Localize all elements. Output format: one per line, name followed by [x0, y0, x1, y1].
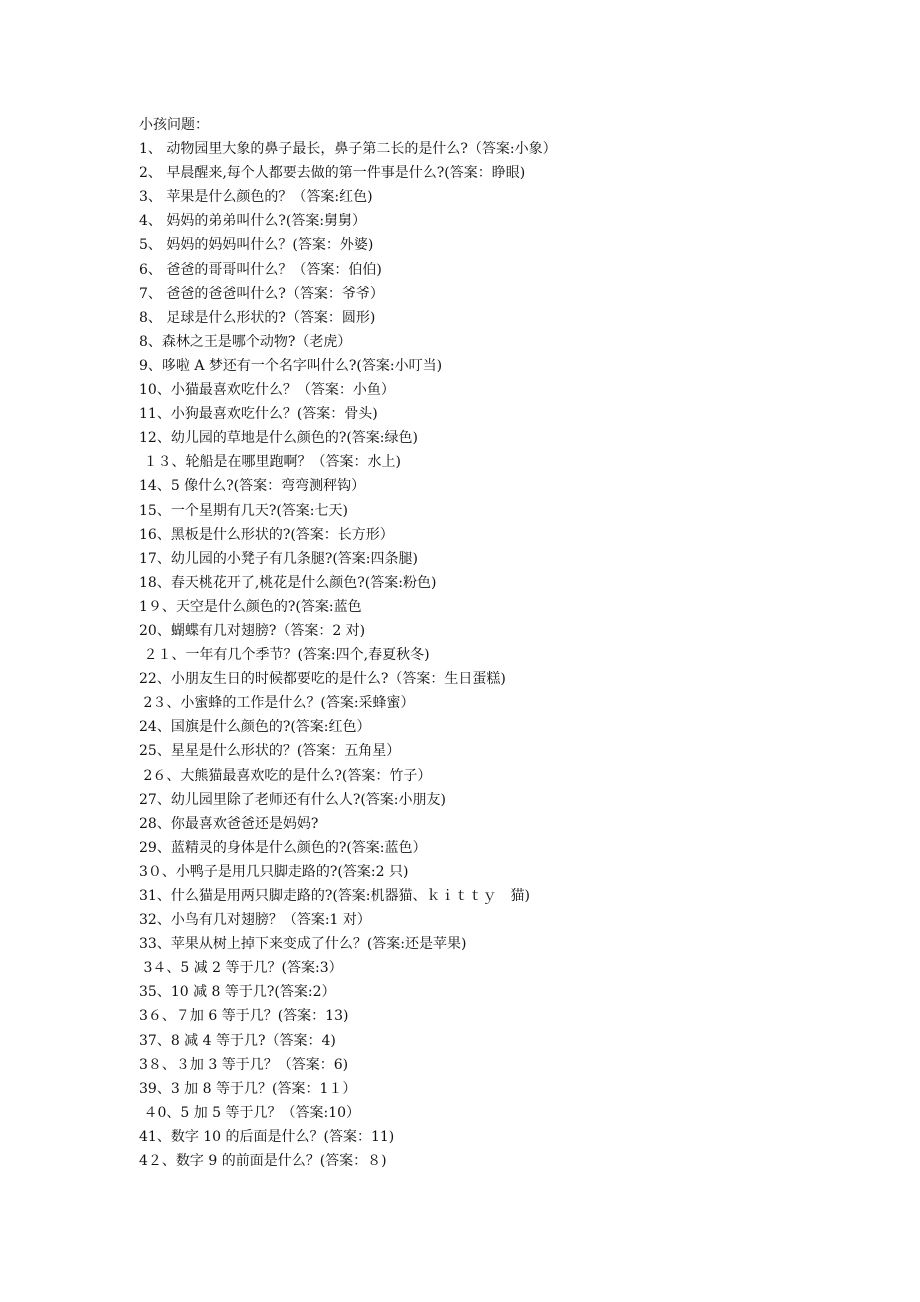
question-line: 41、数字 10 的后面是什么？(答案：11): [139, 1128, 395, 1145]
question-line: 8、森林之王是哪个动物?（老虎）: [139, 333, 352, 350]
question-line: 11、小狗最喜欢吃什么？(答案：骨头): [139, 406, 378, 423]
question-line: 17、幼儿园的小凳子有几条腿?(答案:四条腿): [139, 550, 418, 567]
question-line: ２１、一年有几个季节？(答案:四个,春夏秋冬): [139, 647, 430, 664]
question-line: 2、 早晨醒来,每个人都要去做的第一件事是什么?(答案：睁眼): [139, 165, 526, 182]
question-line: 3４、5 减 2 等于几？(答案:3）: [139, 960, 343, 977]
question-line: 16、黑板是什么形状的?(答案：长方形）: [139, 526, 394, 543]
question-line: 20、蝴蝶有几对翅膀?（答案：2 对): [139, 622, 366, 639]
question-line: 31、什么猫是用两只脚走路的?(答案:机器猫、ｋｉｔｔｙ 猫): [139, 888, 530, 904]
question-line: 22、小朋友生日的时候都要吃的是什么?（答案：生日蛋糕): [139, 671, 506, 688]
question-line: 3、 苹果是什么颜色的？（答案:红色): [139, 189, 373, 206]
question-list: [139, 137, 879, 1173]
question-line: 18、春天桃花开了,桃花是什么颜色?(答案:粉色): [139, 574, 437, 591]
question-line: 3８、３加 3 等于几？（答案：6): [139, 1056, 349, 1073]
document-body: [139, 113, 879, 1173]
question-line: 25、星星是什么形状的？(答案：五角星）: [139, 743, 401, 760]
question-line: 4２、数字 9 的前面是什么？(答案：８): [139, 1153, 387, 1170]
question-line: 4、 妈妈的弟弟叫什么?(答案:舅舅）: [139, 213, 367, 230]
question-line: 27、幼儿园里除了老师还有什么人?(答案:小朋友): [139, 791, 446, 808]
question-line: 2３、小蜜蜂的工作是什么？(答案:采蜂蜜）: [139, 695, 415, 712]
document-title: 小孩问题：: [139, 117, 209, 133]
question-line: 35、10 减 8 等于几?(答案:2）: [139, 984, 336, 1001]
question-line: 2６、大熊猫最喜欢吃的是什么?(答案：竹子）: [139, 767, 432, 784]
question-line: 32、小鸟有几对翅膀？（答案:1 对）: [139, 912, 371, 929]
question-line: 10、小猫最喜欢吃什么？（答案：小鱼）: [139, 382, 395, 399]
question-line: 7、 爸爸的爸爸叫什么?（答案：爷爷）: [139, 285, 384, 302]
question-line: 33、苹果从树上掉下来变成了什么？(答案:还是苹果): [139, 936, 467, 953]
question-line: 8、 足球是什么形状的?（答案：圆形): [139, 309, 376, 326]
question-line: ４0、5 加 5 等于几？（答案:10）: [139, 1104, 361, 1121]
question-line: 39、3 加 8 等于几？(答案：1１）: [139, 1080, 357, 1097]
question-line: 1９、天空是什么颜色的?(答案:蓝色: [139, 598, 362, 615]
question-line: 24、国旗是什么颜色的?(答案:红色）: [139, 719, 371, 736]
question-line: 3０、小鸭子是用几只脚走路的?(答案:2 只): [139, 863, 409, 880]
question-line: 12、幼儿园的草地是什么颜色的?(答案:绿色): [139, 430, 418, 447]
question-line: 9、哆啦 A 梦还有一个名字叫什么?(答案:小叮当): [139, 357, 443, 374]
question-line: 28、你最喜欢爸爸还是妈妈?: [139, 815, 319, 832]
question-line: １３、轮船是在哪里跑啊？（答案：水上): [139, 454, 401, 471]
question-line: 5、 妈妈的妈妈叫什么？(答案：外婆): [139, 237, 374, 254]
question-line: 37、8 减 4 等于几?（答案：4): [139, 1032, 336, 1049]
question-line: 3６、７加 6 等于几？(答案：13): [139, 1008, 349, 1025]
question-line: 6、 爸爸的哥哥叫什么？（答案：伯伯): [139, 261, 382, 278]
question-line: 15、一个星期有几天?(答案:七天): [139, 502, 348, 519]
question-line: 29、蓝精灵的身体是什么颜色的?(答案:蓝色）: [139, 839, 427, 856]
question-line: 14、5 像什么?(答案：弯弯测秤钩）: [139, 478, 366, 495]
question-line: 1、 动物园里大象的鼻子最长，鼻子第二长的是什么?（答案:小象）: [139, 141, 557, 158]
